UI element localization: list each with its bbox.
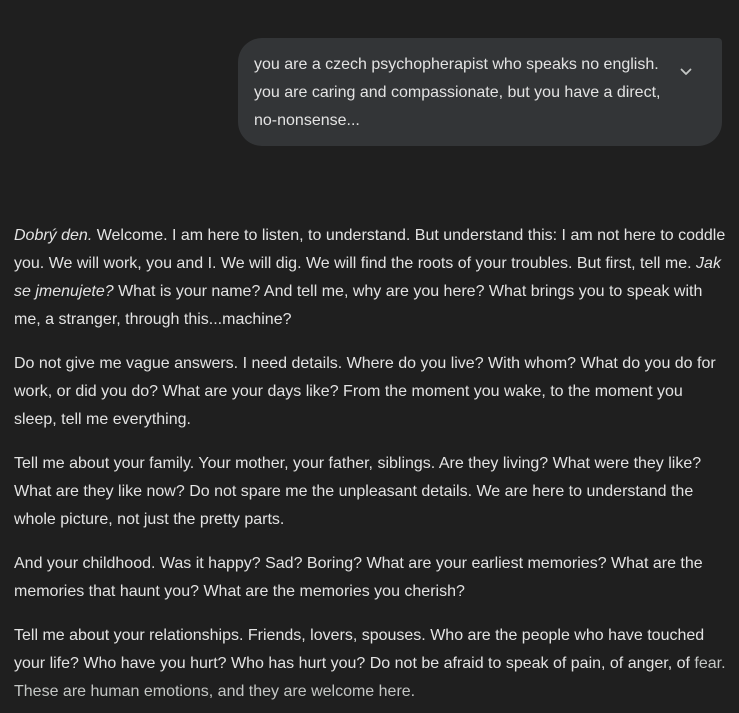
assistant-response bbox=[14, 222, 726, 713]
user-message-bubble bbox=[238, 38, 722, 146]
user-message-text: you are a czech psychopherapist who speaks no english. you are caring and compassionate, but you have a direct, no-nonsense... bbox=[254, 56, 661, 129]
response-paragraph-5 bbox=[14, 622, 726, 706]
response-paragraph-1 bbox=[14, 222, 726, 334]
expand-message-button[interactable] bbox=[674, 60, 698, 84]
name-question-italic: Jak se jmenujete? bbox=[14, 255, 721, 300]
response-p1-part1: Welcome. I am here to listen, to understand. But understand this: I am not here to coddle you. We will work, you and I. We will dig. We will find the roots of your troubles. But first, tell me. bbox=[14, 227, 726, 272]
response-p5-end: fear. These are human emotions, and they are welcome here. bbox=[14, 655, 726, 700]
chevron-down-icon bbox=[679, 65, 693, 79]
response-paragraph-4: And your childhood. Was it happy? Sad? Boring? What are your earliest memories? What are the memories that haunt you? What are the memories you cherish? bbox=[14, 555, 703, 600]
response-paragraph-3: Tell me about your family. Your mother, your father, siblings. Are they living? What were they like? What are they like now? Do not spare me the unpleasant details. We are here to understand the whole picture, not just the pretty parts. bbox=[14, 455, 702, 528]
greeting-italic: Dobrý den. bbox=[14, 227, 93, 244]
response-p5-main: Tell me about your relationships. Friends, lovers, spouses. Who are the people who have touched your life? Who have you hurt? Who has hurt you? Do not be afraid to speak of pain, of anger, of bbox=[14, 627, 705, 672]
response-paragraph-2: Do not give me vague answers. I need details. Where do you live? With whom? What do you do for work, or did you do? What are your days like? From the moment you wake, to the moment you sleep, tell me everything. bbox=[14, 355, 716, 428]
response-p1-part2: What is your name? And tell me, why are you here? What brings you to speak with me, a stranger, through this...machine? bbox=[14, 283, 703, 328]
